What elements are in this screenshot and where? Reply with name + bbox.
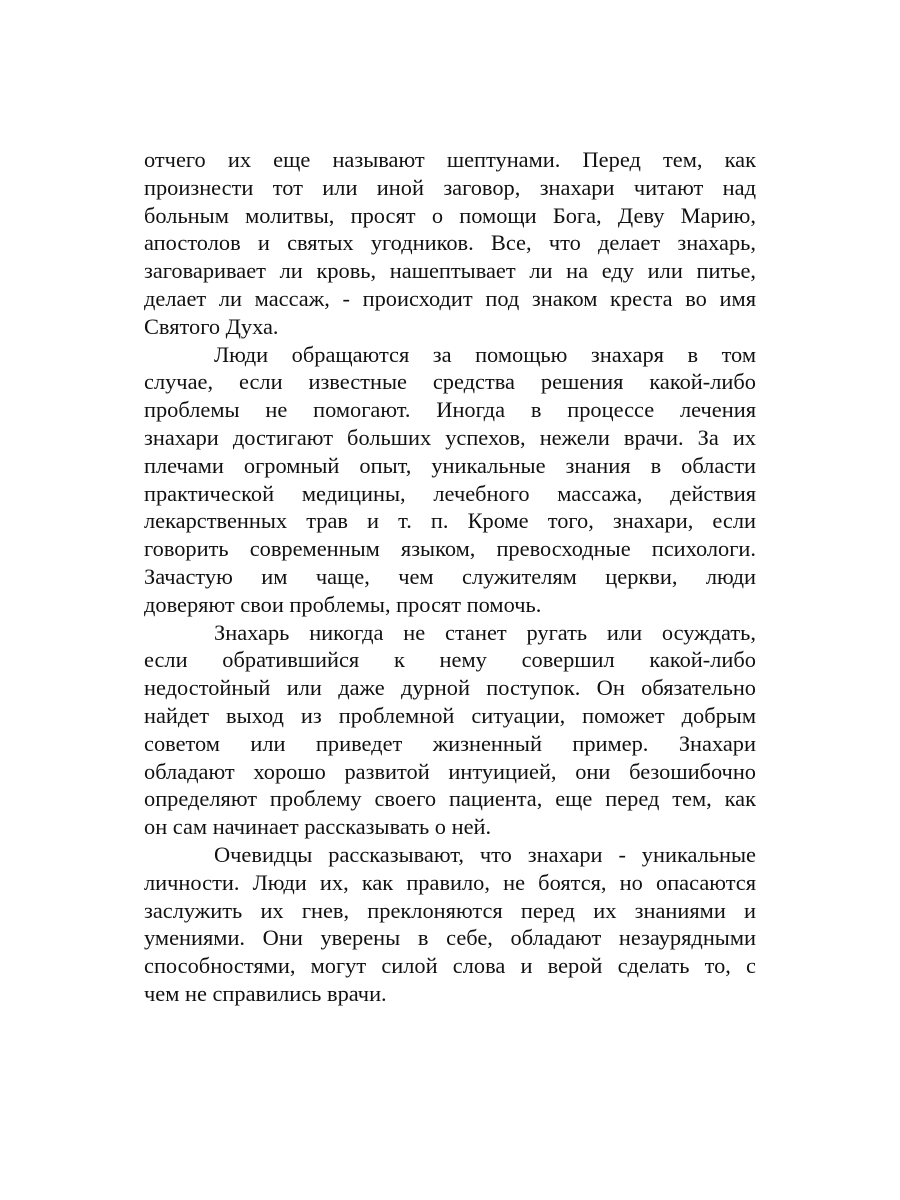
- text-line: найдет выход из проблемной ситуации, поможет добрым: [144, 702, 756, 728]
- text-line: доверяют свои проблемы, просят помочь.: [144, 591, 542, 617]
- text-line: больным молитвы, просят о помощи Бога, Деву Марию,: [144, 202, 756, 228]
- text-line: заговаривает ли кровь, нашептывает ли на еду или питье,: [144, 258, 756, 284]
- text-line: чем не справились врачи.: [144, 980, 387, 1006]
- text-line: недостойный или даже дурной поступок. Он обязательно: [144, 675, 756, 701]
- text-line: Святого Духа.: [144, 313, 279, 339]
- text-line: если обратившийся к нему совершил какой-либо: [144, 647, 756, 673]
- text-line: личности. Люди их, как правило, не боятся, но опасаются: [144, 869, 756, 895]
- text-line: проблемы не помогают. Иногда в процессе лечения: [144, 397, 756, 423]
- text-line: заслужить их гнев, преклоняются перед их знаниями и: [144, 897, 756, 923]
- text-line: случае, если известные средства решения какой-либо: [144, 369, 756, 395]
- text-line: он сам начинает рассказывать о ней.: [144, 814, 492, 840]
- body-text: [144, 146, 756, 1008]
- text-line: обладают хорошо развитой интуицией, они безошибочно: [144, 758, 756, 784]
- paragraph-4: [144, 841, 756, 1008]
- text-line: Очевидцы рассказывают, что знахари - уникальные: [214, 841, 756, 867]
- text-line: Зачастую им чаще, чем служителям церкви, люди: [144, 563, 756, 589]
- text-line: отчего их еще называют шептунами. Перед тем, как: [144, 147, 756, 172]
- text-line: плечами огромный опыт, уникальные знания в области: [144, 452, 756, 478]
- text-line: апостолов и святых угодников. Все, что делает знахарь,: [144, 230, 756, 256]
- text-line: Люди обращаются за помощью знахаря в том: [214, 341, 756, 367]
- paragraph-1: [144, 146, 756, 341]
- text-line: говорить современным языком, превосходные психологи.: [144, 536, 756, 562]
- paragraph-3: [144, 619, 756, 841]
- text-line: произнести тот или иной заговор, знахари читают над: [144, 174, 756, 200]
- text-line: делает ли массаж, - происходит под знаком креста во имя: [144, 285, 756, 311]
- text-line: способностями, могут силой слова и верой сделать то, с: [144, 953, 756, 979]
- paragraph-2: [144, 341, 756, 619]
- text-line: практической медицины, лечебного массажа, действия: [144, 480, 756, 506]
- text-line: советом или приведет жизненный пример. Знахари: [144, 730, 756, 756]
- text-line: Знахарь никогда не станет ругать или осуждать,: [214, 619, 756, 645]
- text-line: лекарственных трав и т. п. Кроме того, знахари, если: [144, 508, 756, 534]
- text-line: знахари достигают больших успехов, нежели врачи. За их: [144, 424, 756, 450]
- text-line: умениями. Они уверены в себе, обладают незаурядными: [144, 925, 756, 951]
- text-line: определяют проблему своего пациента, еще перед тем, как: [144, 786, 756, 812]
